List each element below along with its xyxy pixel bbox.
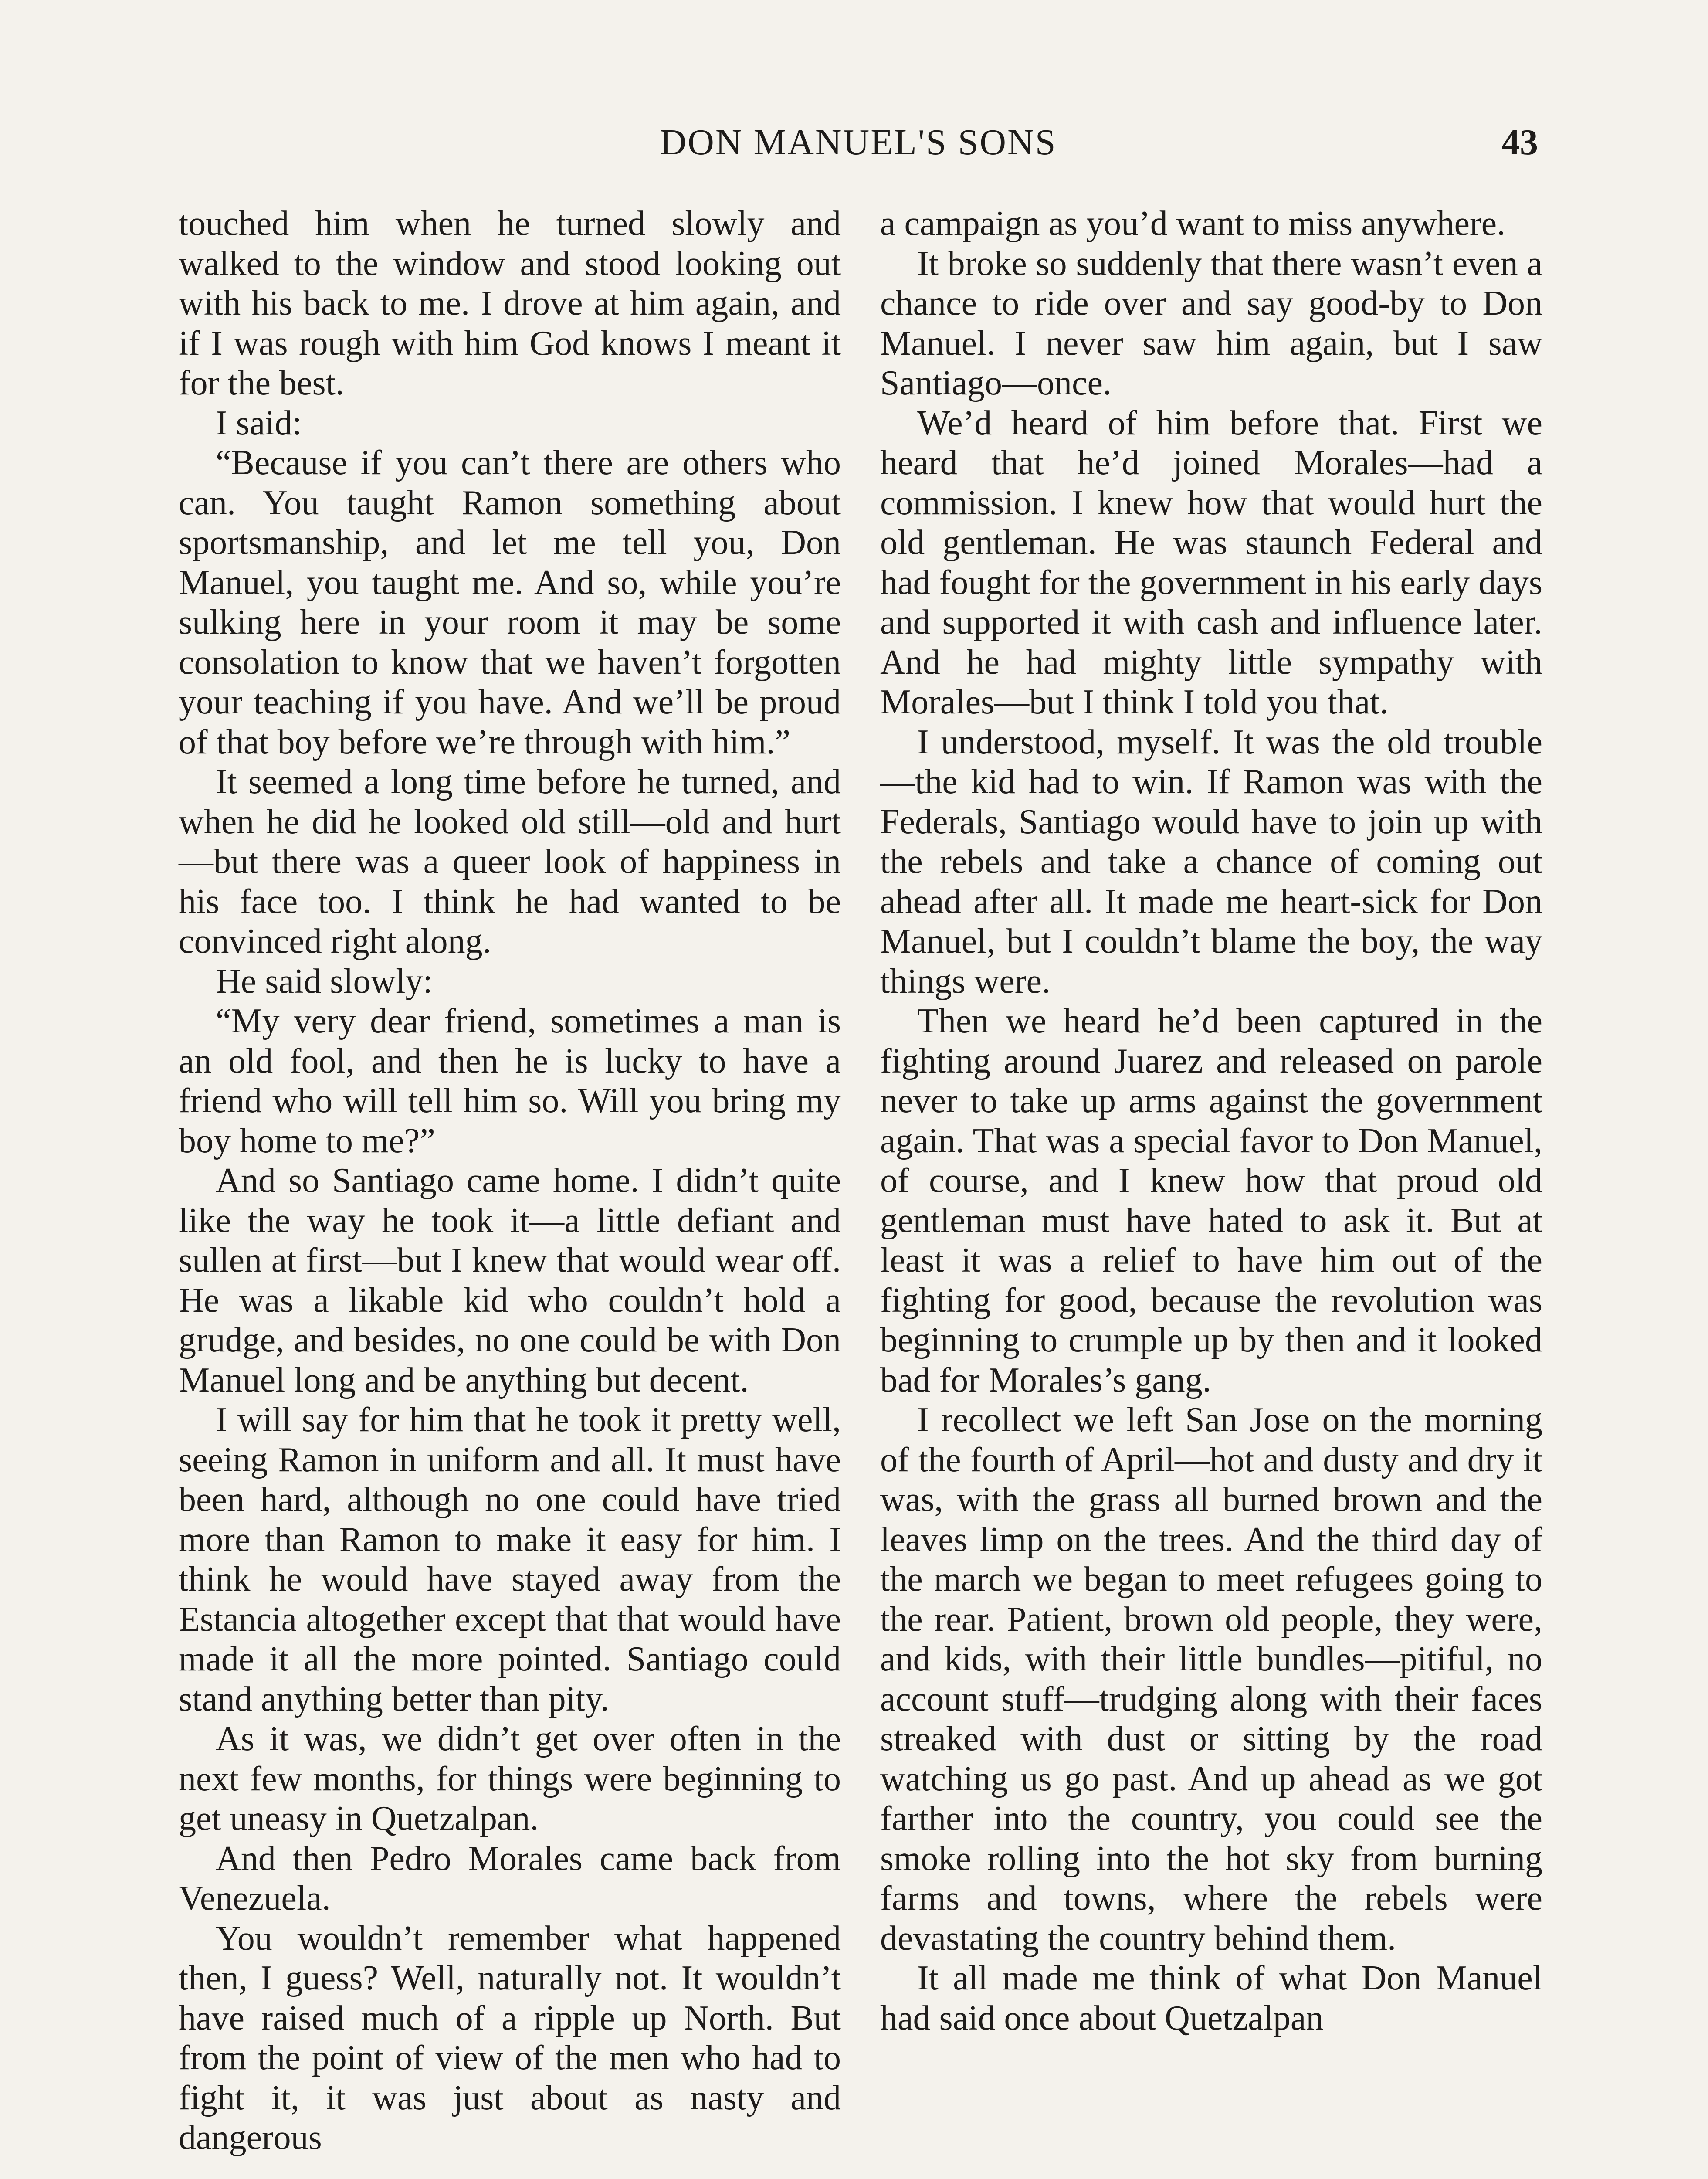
running-title: DON MANUEL'S SONS bbox=[660, 122, 1057, 163]
paragraph: We’d heard of him before that. First we heard that he’d joined Morales—had a commission. I knew how that would hurt the old gentleman. He was staunch Federal and had fought for the government in his early days and supported it with cash and influence later. And he had mighty little sympathy with Morales—but I think I told you that. bbox=[880, 404, 1542, 721]
paragraph: I said: bbox=[216, 404, 302, 442]
text-column-right bbox=[880, 204, 1542, 2038]
paragraph: I understood, myself. It was the old trouble—the kid had to win. If Ramon was with the Federals, Santiago would have to join up with the rebels and take a chance of coming out ahead after all. It made me heart-sick for Don Manuel, but I couldn’t blame the boy, the way things were. bbox=[880, 723, 1542, 1001]
page-number: 43 bbox=[1501, 122, 1538, 163]
paragraph: a campaign as you’d want to miss anywhere. bbox=[880, 204, 1506, 243]
paragraph: As it was, we didn’t get over often in the next few months, for things were beginning to get uneasy in Quetzalpan. bbox=[179, 1720, 841, 1838]
running-head bbox=[179, 119, 1538, 166]
paragraph: “Because if you can’t there are others who can. You taught Ramon something about sportsmanship, and let me tell you, Don Manuel, you taught me. And so, while you’re sulking here in your room it may be some consolation to know that we haven’t forgotten your teaching if you have. And we’ll be proud of that boy before we’re through with him.” bbox=[179, 444, 841, 761]
paragraph: “My very dear friend, sometimes a man is an old fool, and then he is lucky to have a friend who will tell him so. Will you bring my boy home to me?” bbox=[179, 1002, 841, 1160]
paragraph: You wouldn’t remember what happened then, I guess? Well, naturally not. It wouldn’t have raised much of a ripple up North. But from the point of view of the men who had to fight it, it was just about as nasty and dangerous bbox=[179, 1919, 841, 2157]
paragraph: He said slowly: bbox=[216, 962, 433, 1001]
text-column-left bbox=[179, 204, 841, 2158]
paragraph: It broke so suddenly that there wasn’t even a chance to ride over and say good-by to Don Manuel. I never saw him again, but I saw Santiago—once. bbox=[880, 244, 1542, 402]
paragraph: touched him when he turned slowly and walked to the window and stood looking out with his back to me. I drove at him again, and if I was rough with him God knows I meant it for the best. bbox=[179, 204, 841, 402]
paragraph: It seemed a long time before he turned, and when he did he looked old still—old and hurt—but there was a queer look of happiness in his face too. I think he had wanted to be convinced right along. bbox=[179, 763, 841, 961]
paragraph: And so Santiago came home. I didn’t quite like the way he took it—a little defiant and sullen at first—but I knew that would wear off. He was a likable kid who couldn’t hold a grudge, and besides, no one could be with Don Manuel long and be anything but decent. bbox=[179, 1161, 841, 1399]
paragraph: It all made me think of what Don Manuel had said once about Quetzalpan bbox=[880, 1959, 1542, 2037]
paragraph: Then we heard he’d been captured in the fighting around Juarez and released on parole never to take up arms against the government again. That was a special favor to Don Manuel, of course, and I knew how that proud old gentleman must have hated to ask it. But at least it was a relief to have him out of the fighting for good, because the revolution was beginning to crumple up by then and it looked bad for Morales’s gang. bbox=[880, 1002, 1542, 1399]
paragraph: And then Pedro Morales came back from Venezuela. bbox=[179, 1839, 841, 1918]
paragraph: I will say for him that he took it pretty well, seeing Ramon in uniform and all. It must have been hard, although no one could have tried more than Ramon to make it easy for him. I think he would have stayed away from the Estancia altogether except that that would have made it all the more pointed. Santiago could stand anything better than pity. bbox=[179, 1401, 841, 1718]
paragraph: I recollect we left San Jose on the morning of the fourth of April—hot and dusty and dry it was, with the grass all burned brown and the leaves limp on the trees. And the third day of the march we began to meet refugees going to the rear. Patient, brown old people, they were, and kids, with their little bundles—pitiful, no account stuff—trudging along with their faces streaked with dust or sitting by the road watching us go past. And up ahead as we got farther into the country, you could see the smoke rolling into the hot sky from burning farms and towns, where the rebels were devastating the country behind them. bbox=[880, 1401, 1542, 1958]
